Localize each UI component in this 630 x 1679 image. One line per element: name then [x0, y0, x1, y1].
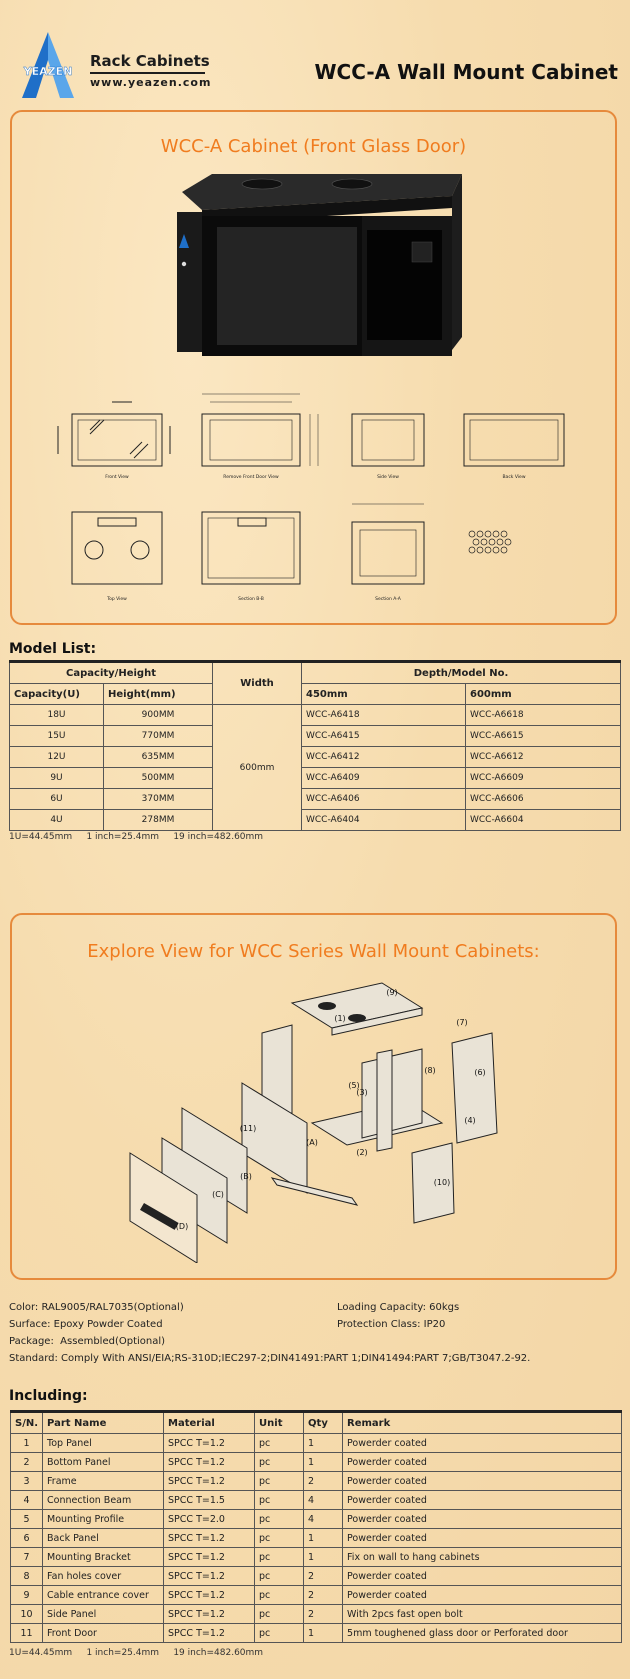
table-cell: pc	[255, 1624, 304, 1643]
table-cell: Mounting Bracket	[43, 1548, 164, 1567]
table-cell: pc	[255, 1491, 304, 1510]
sub-450: 450mm	[302, 684, 466, 705]
sub-600: 600mm	[466, 684, 621, 705]
table-cell: Top Panel	[43, 1434, 164, 1453]
table-cell: Fix on wall to hang cabinets	[343, 1548, 622, 1567]
svg-text:Side View: Side View	[377, 475, 399, 480]
table-cell: SPCC T=1.2	[164, 1472, 255, 1491]
table-row	[11, 1567, 622, 1586]
table-cell: 1	[304, 1453, 343, 1472]
spec-loading: Loading Capacity: 60kgs	[337, 1302, 460, 1313]
yeazen-logo	[12, 30, 84, 100]
svg-text:(10): (10)	[433, 1178, 451, 1187]
table-cell: Cable entrance cover	[43, 1586, 164, 1605]
table-cell: SPCC T=1.2	[164, 1586, 255, 1605]
width-value: 600mm	[213, 705, 302, 831]
table-row	[11, 1548, 622, 1567]
front-glass-door-panel	[10, 110, 617, 625]
table-cell: Fan holes cover	[43, 1567, 164, 1586]
table-row	[11, 1605, 622, 1624]
svg-text:(9): (9)	[386, 988, 398, 997]
spec-protection: Protection Class: IP20	[337, 1319, 446, 1330]
svg-text:Front View: Front View	[105, 475, 129, 480]
svg-text:(2): (2)	[356, 1148, 368, 1157]
table-cell: Powerder coated	[343, 1491, 622, 1510]
table-cell: Front Door	[43, 1624, 164, 1643]
svg-text:Section B-B: Section B-B	[238, 597, 264, 602]
table-cell: pc	[255, 1472, 304, 1491]
table-cell: 2	[304, 1605, 343, 1624]
table-cell: 1	[304, 1434, 343, 1453]
spec-standard: Standard: Comply With ANSI/EIA;RS-310D;IEC297-2;DIN41491:PART 1;DIN41494:PART 7;GB/T3047.2-92.	[9, 1353, 531, 1364]
table-cell: 5mm toughened glass door or Perforated door	[343, 1624, 622, 1643]
table-row	[11, 1624, 622, 1643]
table-cell: 2	[11, 1453, 43, 1472]
table-cell: pc	[255, 1529, 304, 1548]
table-cell: pc	[255, 1510, 304, 1529]
table-row	[11, 1472, 622, 1491]
table-cell: SPCC T=1.2	[164, 1548, 255, 1567]
table-row	[11, 1586, 622, 1605]
brand-divider	[90, 72, 205, 74]
table-cell: Powerder coated	[343, 1567, 622, 1586]
table-row	[11, 1434, 622, 1453]
table-cell: 5	[11, 1510, 43, 1529]
table-cell: SPCC T=1.2	[164, 1434, 255, 1453]
explode-view-panel	[10, 913, 617, 1280]
table-cell: SPCC T=1.2	[164, 1567, 255, 1586]
svg-text:(11): (11)	[239, 1124, 257, 1133]
unit-note: 1U=44.45mm 1 inch=25.4mm 19 inch=482.60mm	[9, 1648, 264, 1658]
svg-text:(1): (1)	[334, 1014, 346, 1023]
table-cell: SPCC T=1.2	[164, 1529, 255, 1548]
including-table: S/N. Part Name Material Unit Qty Remark 1 Top Panel SPCC T=1.2 pc 1 Powerder coated 2 Bottom Panel SPCC T=1.2 pc 1 Powerder coated 3 Frame SPCC T=1.2 pc 2 Powerder coated 4 Connection Beam SPCC T=1.5 pc 4 Powerder coated 5 Mounting Profile SPCC T=2.0 pc 4 Powerder coated 6 Back Panel SPCC T=1.2 pc 1 Powerder coated 7 Mounting Bracket SPCC T=1.2 pc 1 Fix on wall to hang cabinets 8 Fan holes cover SPCC T=1.2 pc 2 Powerder coated 9 Cable entrance cover SPCC T=1.2 pc 2 Powerder coated 10 Side Panel SPCC T=1.2 pc 2 With 2pcs fast open bolt 11 Front Door SPCC T=1.2 pc 1 5mm toughened glass door or Perforated door	[10, 1410, 622, 1643]
spec-color: Color: RAL9005/RAL7035(Optional)	[9, 1302, 184, 1313]
table-cell: 2	[304, 1586, 343, 1605]
table-cell: Frame	[43, 1472, 164, 1491]
spec-row	[9, 1319, 621, 1335]
table-cell: pc	[255, 1605, 304, 1624]
panel-title: WCC-A Cabinet (Front Glass Door)	[160, 136, 467, 157]
table-cell: SPCC T=2.0	[164, 1510, 255, 1529]
sub-capacity: Capacity(U)	[10, 684, 104, 705]
spec-row	[9, 1353, 621, 1369]
table-cell: 2	[304, 1567, 343, 1586]
col-capacity-height: Capacity/Height	[10, 662, 213, 684]
table-cell: Powerder coated	[343, 1434, 622, 1453]
svg-text:Remove Front Door View: Remove Front Door View	[223, 475, 279, 480]
table-cell: Mounting Profile	[43, 1510, 164, 1529]
col-depth: Depth/Model No.	[302, 662, 621, 684]
table-row: 4U 278MM WCC-A6404 WCC-A6604	[10, 810, 621, 831]
table-row: 18U 900MM 600mm WCC-A6418 WCC-A6618	[10, 705, 621, 726]
technical-drawings	[52, 374, 592, 614]
table-cell: pc	[255, 1586, 304, 1605]
table-row: 15U 770MM WCC-A6415 WCC-A6615	[10, 726, 621, 747]
svg-text:(4): (4)	[464, 1116, 476, 1125]
table-cell: pc	[255, 1434, 304, 1453]
brand-block	[90, 52, 211, 89]
table-cell: 1	[304, 1548, 343, 1567]
svg-text:Section A-A: Section A-A	[375, 597, 401, 602]
table-cell: SPCC T=1.2	[164, 1624, 255, 1643]
svg-text:(7): (7)	[456, 1018, 468, 1027]
svg-text:(B): (B)	[240, 1172, 252, 1181]
svg-text:(6): (6)	[474, 1068, 486, 1077]
svg-text:YEAZEN: YEAZEN	[23, 65, 73, 78]
brand-url: www.yeazen.com	[90, 76, 212, 89]
table-row	[11, 1529, 622, 1548]
model-list-heading: Model List:	[9, 641, 97, 657]
table-cell: 3	[11, 1472, 43, 1491]
table-row	[11, 1510, 622, 1529]
svg-text:(D): (D)	[175, 1222, 189, 1231]
table-cell: 2	[304, 1472, 343, 1491]
table-cell: SPCC T=1.2	[164, 1605, 255, 1624]
table-cell: 1	[304, 1624, 343, 1643]
table-cell: With 2pcs fast open bolt	[343, 1605, 622, 1624]
table-cell: Side Panel	[43, 1605, 164, 1624]
table-cell: 4	[11, 1491, 43, 1510]
table-cell: 1	[304, 1529, 343, 1548]
table-cell: 6	[11, 1529, 43, 1548]
svg-text:(3): (3)	[356, 1088, 368, 1097]
table-cell: pc	[255, 1453, 304, 1472]
table-cell: Back Panel	[43, 1529, 164, 1548]
col-width: Width	[213, 662, 302, 705]
table-cell: 9	[11, 1586, 43, 1605]
panel-title: Explore View for WCC Series Wall Mount Cabinets:	[87, 941, 540, 962]
table-cell: 8	[11, 1567, 43, 1586]
table-cell: SPCC T=1.2	[164, 1453, 255, 1472]
table-cell: 4	[304, 1510, 343, 1529]
table-row	[11, 1453, 622, 1472]
table-cell: pc	[255, 1548, 304, 1567]
spec-row	[9, 1302, 621, 1318]
table-cell: 1	[11, 1434, 43, 1453]
table-cell: Powerder coated	[343, 1453, 622, 1472]
table-cell: SPCC T=1.5	[164, 1491, 255, 1510]
spec-package: Package: Assembled(Optional)	[9, 1336, 166, 1347]
table-cell: Powerder coated	[343, 1472, 622, 1491]
svg-text:(5): (5)	[348, 1081, 360, 1090]
table-cell: Powerder coated	[343, 1510, 622, 1529]
table-cell: 10	[11, 1605, 43, 1624]
table-row: 9U 500MM WCC-A6409 WCC-A6609	[10, 768, 621, 789]
table-cell: 11	[11, 1624, 43, 1643]
model-list-table	[9, 660, 621, 831]
svg-text:(A): (A)	[306, 1138, 318, 1147]
cabinet-image	[162, 172, 482, 362]
sub-height: Height(mm)	[104, 684, 213, 705]
svg-text:(8): (8)	[424, 1066, 436, 1075]
table-row: 6U 370MM WCC-A6406 WCC-A6606	[10, 789, 621, 810]
table-cell: Connection Beam	[43, 1491, 164, 1510]
brand-title: Rack Cabinets	[90, 52, 210, 70]
table-cell: 4	[304, 1491, 343, 1510]
table-row: 12U 635MM WCC-A6412 WCC-A6612	[10, 747, 621, 768]
including-heading: Including:	[9, 1388, 88, 1404]
spec-row	[9, 1336, 621, 1352]
explode-view-diagram	[122, 973, 512, 1263]
page-title: WCC-A Wall Mount Cabinet	[314, 60, 618, 84]
spec-surface: Surface: Epoxy Powder Coated	[9, 1319, 163, 1330]
unit-note: 1U=44.45mm 1 inch=25.4mm 19 inch=482.60mm	[9, 832, 264, 842]
table-cell: Powerder coated	[343, 1586, 622, 1605]
table-cell: Powerder coated	[343, 1529, 622, 1548]
table-row	[11, 1491, 622, 1510]
svg-text:(C): (C)	[212, 1190, 224, 1199]
table-cell: 7	[11, 1548, 43, 1567]
table-cell: pc	[255, 1567, 304, 1586]
page-header	[0, 0, 630, 105]
svg-text:Back View: Back View	[502, 475, 526, 480]
table-cell: Bottom Panel	[43, 1453, 164, 1472]
svg-text:Top View: Top View	[107, 597, 127, 602]
